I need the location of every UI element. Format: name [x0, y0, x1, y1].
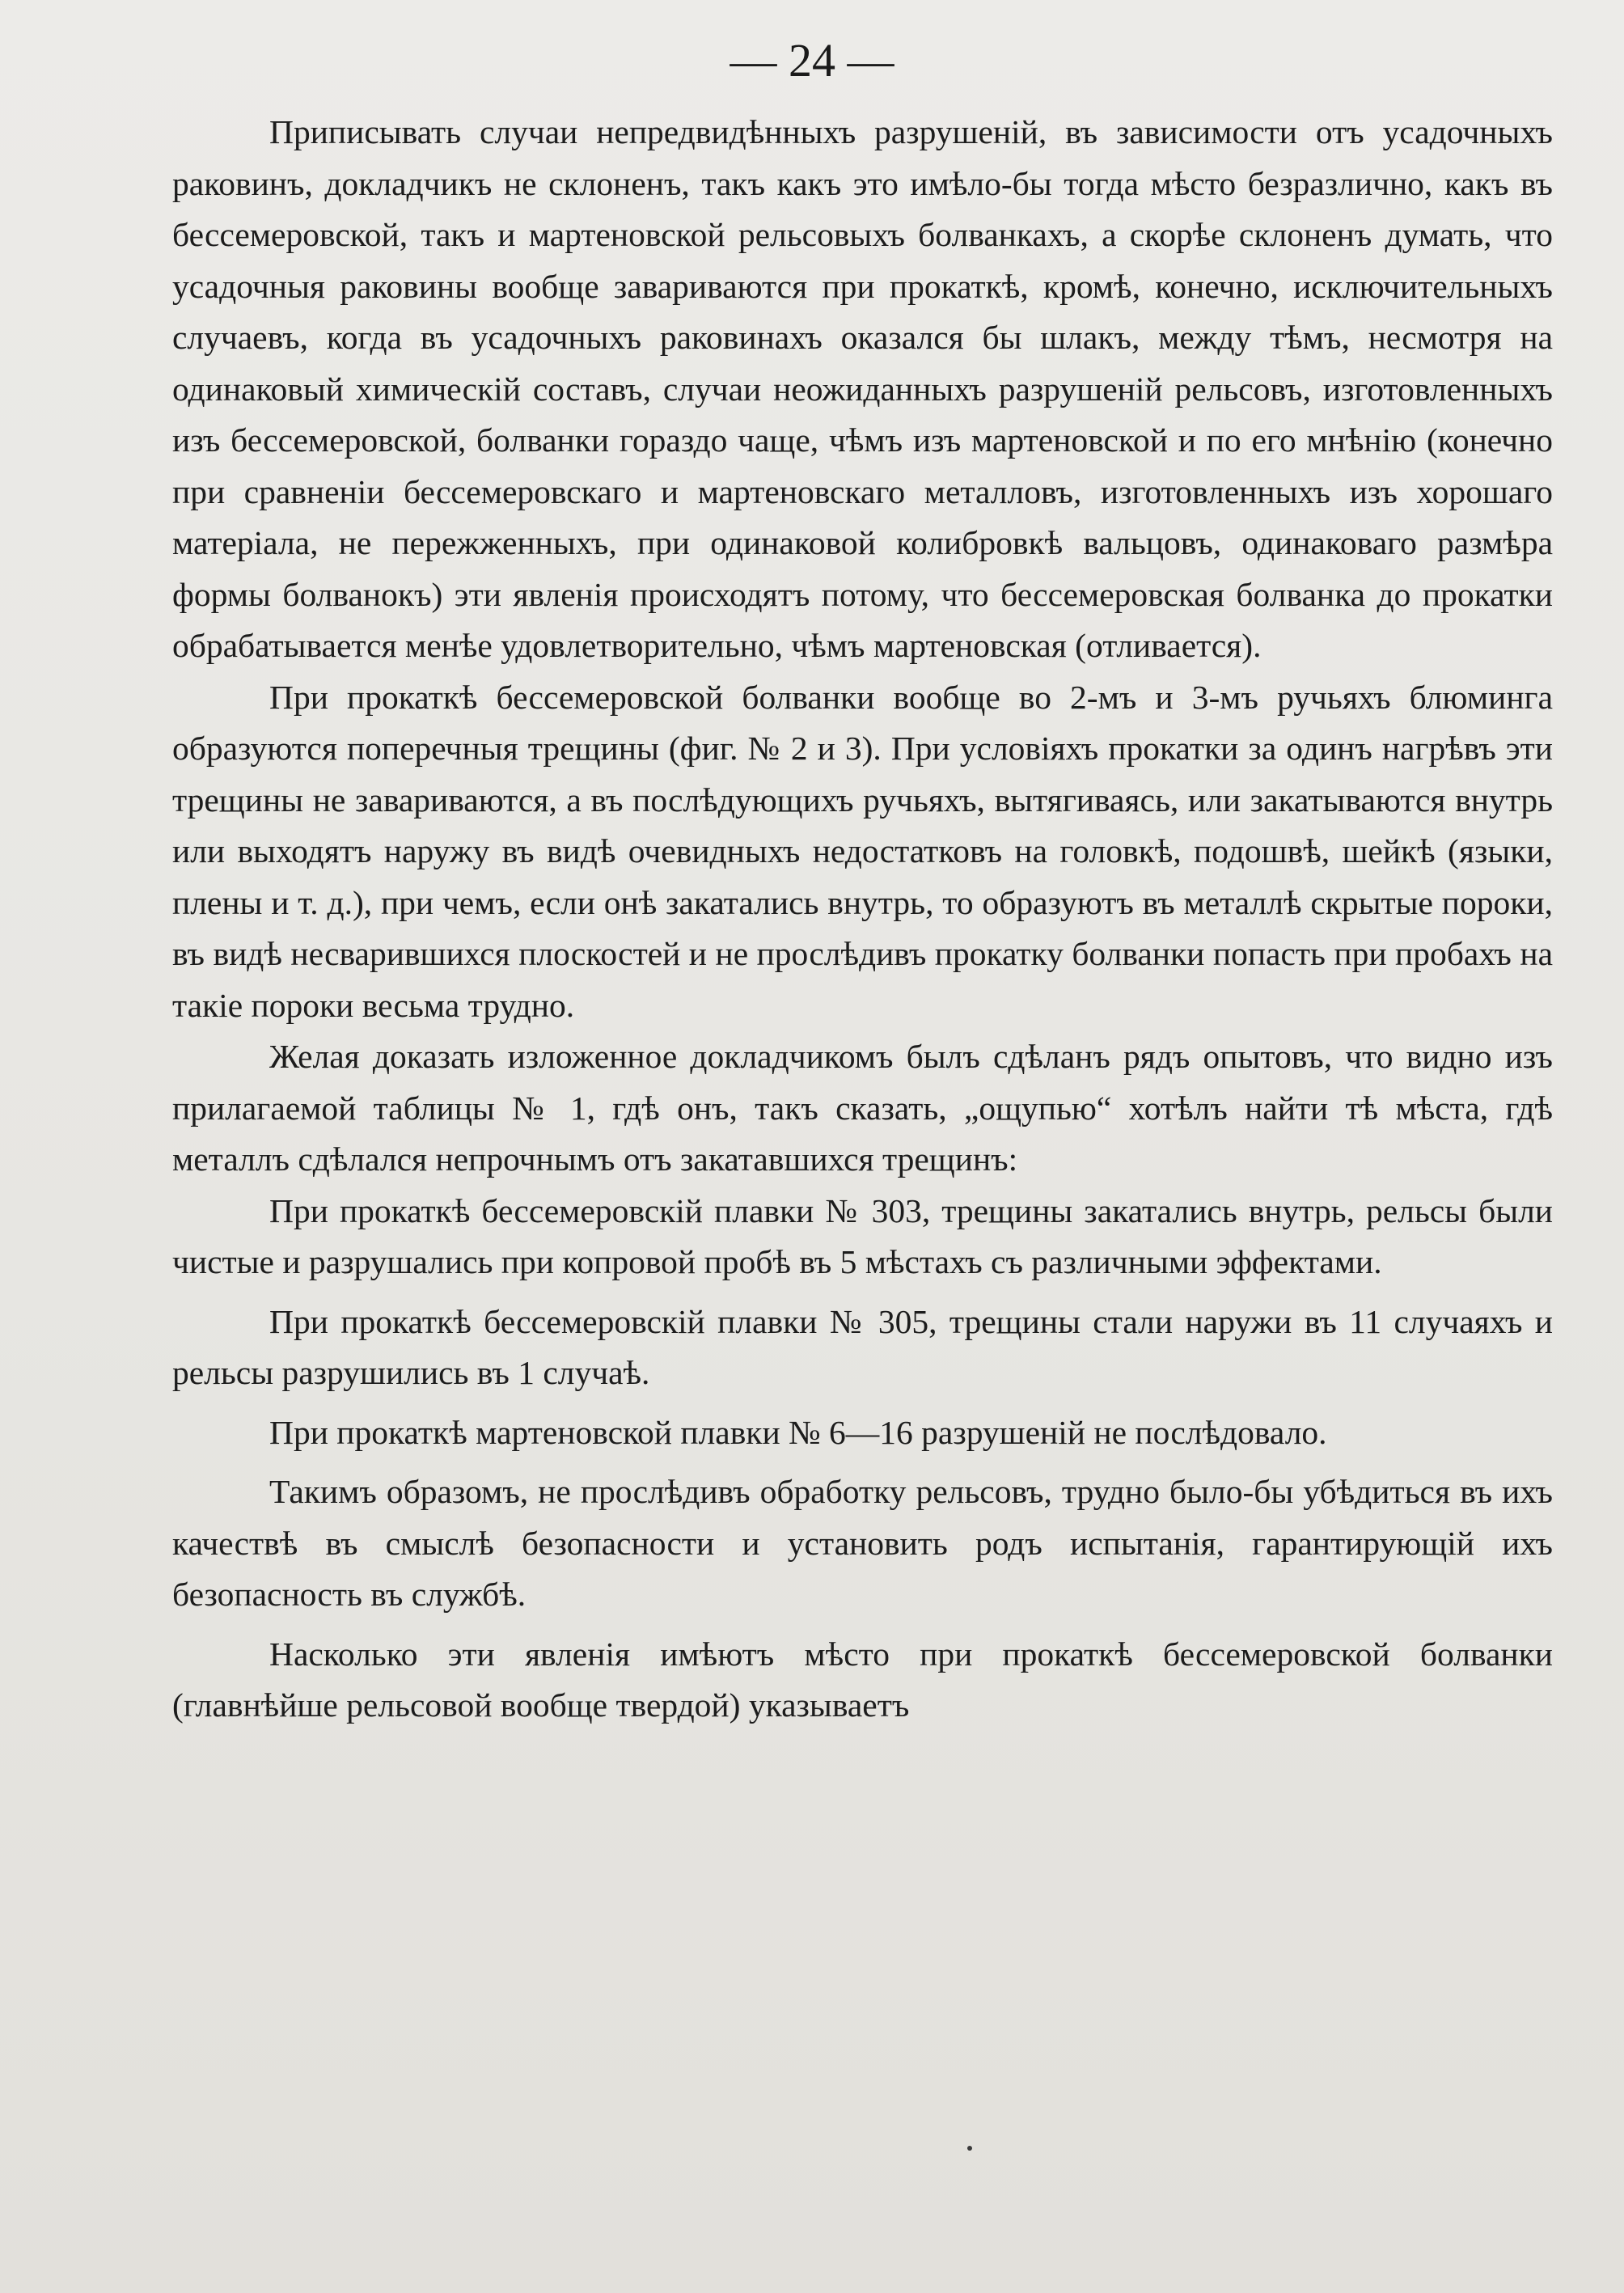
page-number: — 24 —: [730, 34, 894, 87]
paragraph-martin-melt: При прокаткѣ мартеновской плавки № 6—16 разрушеній не послѣдовало.: [269, 1413, 1327, 1451]
paragraph-bessemer-cracks: При прокаткѣ бессемеровской болванки вообще во 2-мъ и 3-мъ ручьяхъ блюминга образуются поперечныя трещины (фиг. № 2 и 3). При условіяхъ прокатки за одинъ нагрѣвъ эти трещины не завариваются, а въ послѣдующихъ ручьяхъ, вытягиваясь, или закатываются внутрь или выходятъ наружу въ видѣ очевидныхъ недостатковъ на головкѣ, подошвѣ, шейкѣ (языки, плены и т. д.), при чемъ, если онѣ закатались внутрь, то образуютъ въ металлѣ скрытые пороки, въ видѣ несварившихся плоскостей и не прослѣдивъ прокатку болванки попасть при пробахъ на такіе пороки весьма трудно.: [172, 678, 1553, 1024]
page-body-text: [172, 107, 1553, 1732]
paragraph-melt-303: При прокаткѣ бессемеровскій плавки № 303, трещины закатались внутрь, рельсы были чистые и разрушались при копровой пробѣ въ 5 мѣстахъ съ различными эффектами.: [172, 1191, 1553, 1280]
paragraph-conclusion: Такимъ образомъ, не прослѣдивъ обработку рельсовъ, трудно было-бы убѣдиться въ ихъ качествѣ въ смыслѣ безопасности и установить родъ испытанія, гарантирующій ихъ безопасность въ службѣ.: [172, 1473, 1553, 1613]
paragraph-experiments: Желая доказать изложенное докладчикомъ былъ сдѣланъ рядъ опытовъ, что видно изъ прилагаемой таблицы № 1, гдѣ онъ, такъ сказать, „ощупью“ хотѣлъ найти тѣ мѣста, гдѣ металлъ сдѣлался непрочнымъ отъ закатавшихся трещинъ:: [172, 1038, 1553, 1178]
paragraph-shrinkage-cavities: Приписывать случаи непредвидѣнныхъ разрушеній, въ зависимости отъ усадочныхъ раковинъ, докладчикъ не склоненъ, такъ какъ это имѣло-бы тогда мѣсто безразлично, какъ въ бессемеровской, такъ и мартеновской рельсовыхъ болванкахъ, а скорѣе склоненъ думать, что усадочныя раковины вообще завариваются при прокаткѣ, кромѣ, конечно, исключительныхъ случаевъ, когда въ усадочныхъ раковинахъ оказался бы шлакъ, между тѣмъ, несмотря на одинаковый химическій составъ, случаи неожиданныхъ разрушеній рельсовъ, изготовленныхъ изъ бессемеровской, болванки гораздо чаще, чѣмъ изъ мартеновской и по его мнѣнію (конечно при сравненіи бессемеровскаго и мартеновскаго металловъ, изготовленныхъ изъ хорошаго матеріала, не пережженныхъ, при одинаковой колибровкѣ вальцовъ, одинаковаго размѣра формы болванокъ) эти явленія происходятъ потому, что бессемеровская болванка до прокатки обрабатывается менѣе удовлетворительно, чѣмъ мартеновская (отливается).: [172, 113, 1553, 664]
paragraph-melt-305: При прокаткѣ бессемеровскій плавки № 305, трещины стали наружи въ 11 случаяхъ и рельсы разрушились въ 1 случаѣ.: [172, 1302, 1553, 1391]
paragraph-continuation: Насколько эти явленія имѣютъ мѣсто при прокаткѣ бессемеровской болванки (главнѣйше рельсовой вообще твердой) указываетъ: [172, 1635, 1553, 1724]
ink-speck: [967, 2146, 972, 2151]
